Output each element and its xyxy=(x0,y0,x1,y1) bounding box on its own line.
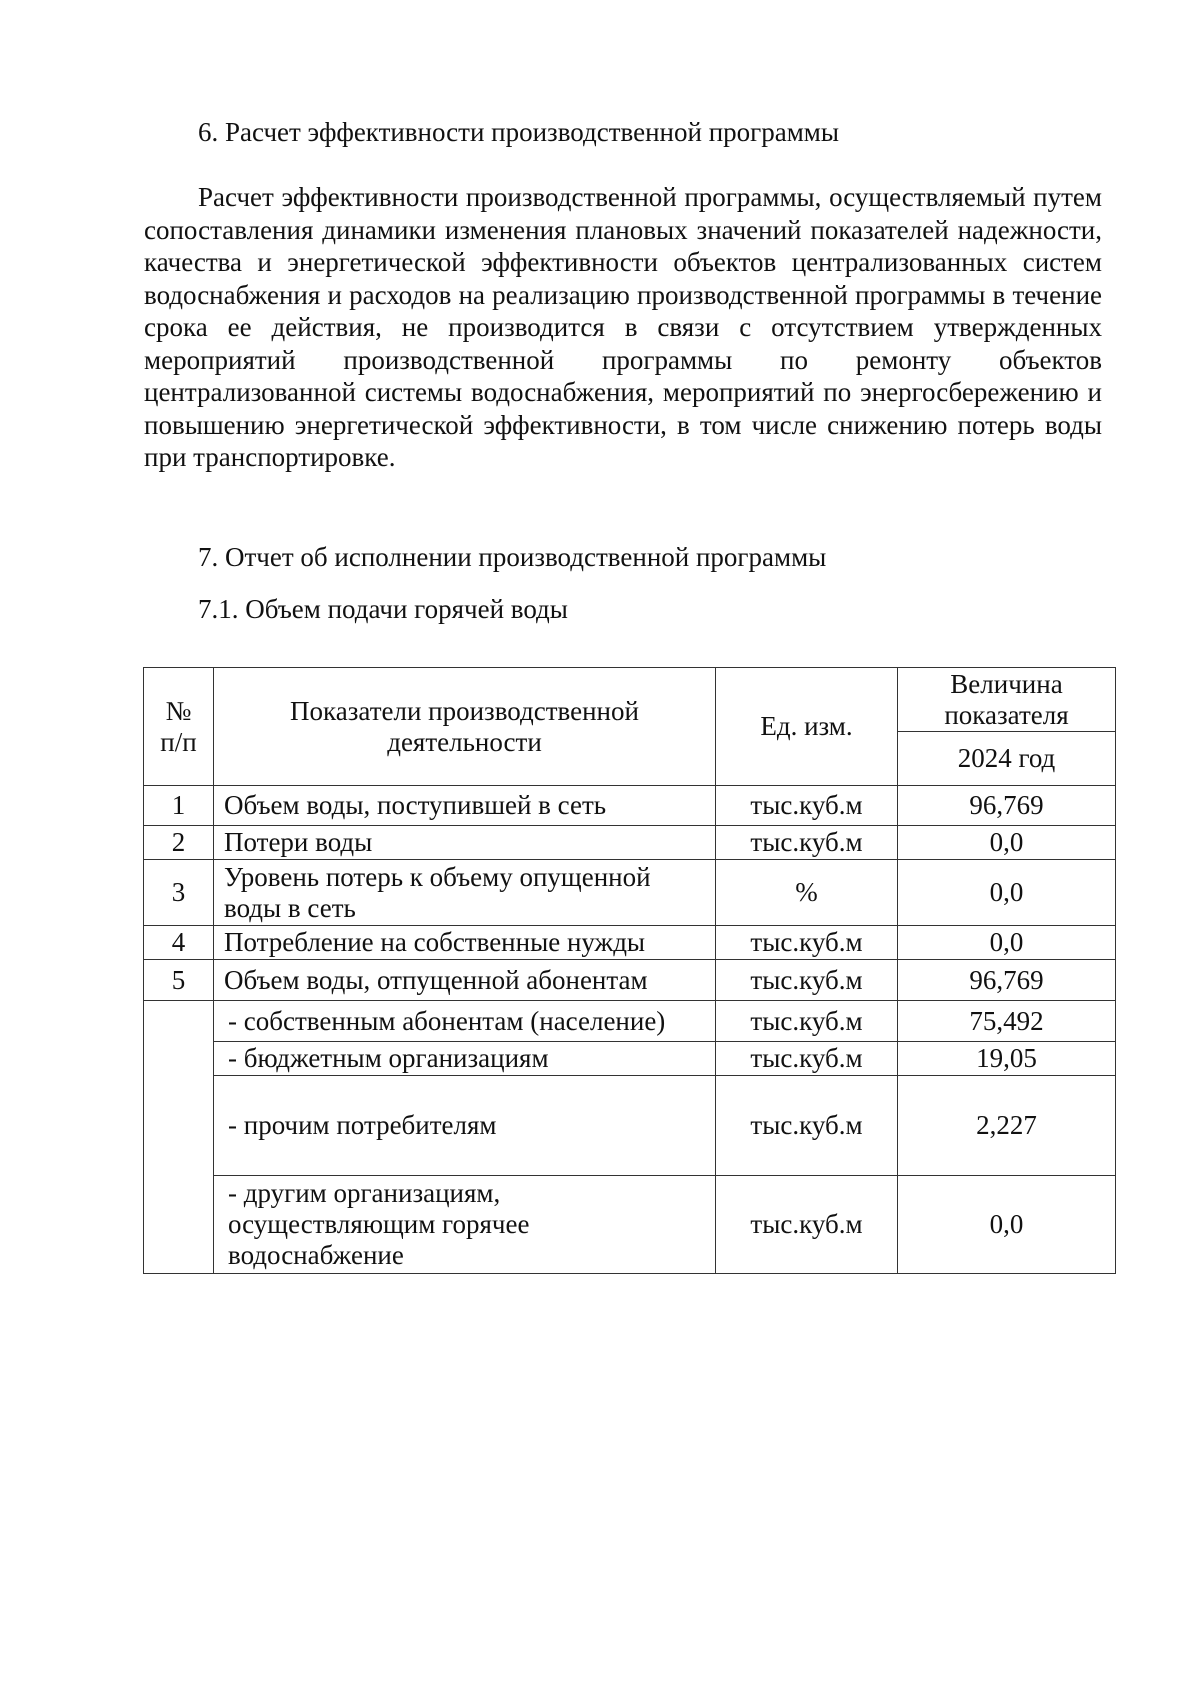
row-value: 0,0 xyxy=(898,1176,1116,1274)
row-value: 2,227 xyxy=(898,1076,1116,1176)
row-indicator: - прочим потребителям xyxy=(214,1076,716,1176)
hot-water-volume-table xyxy=(143,667,1116,1274)
row-unit: тыс.куб.м xyxy=(716,1042,898,1076)
table-row xyxy=(144,1176,1116,1274)
row-indicator: Потери воды xyxy=(214,826,716,860)
row-value: 19,05 xyxy=(898,1042,1116,1076)
row-indicator: Объем воды, отпущенной абонентам xyxy=(214,960,716,1001)
row-unit: тыс.куб.м xyxy=(716,1001,898,1042)
row-unit: % xyxy=(716,860,898,926)
row-unit: тыс.куб.м xyxy=(716,786,898,826)
header-num: № п/п xyxy=(144,668,214,786)
row-value: 75,492 xyxy=(898,1001,1116,1042)
row-value: 96,769 xyxy=(898,960,1116,1001)
row-value: 0,0 xyxy=(898,926,1116,960)
row-unit: тыс.куб.м xyxy=(716,960,898,1001)
section-6-paragraph: Расчет эффективности производственной программы, осуществляемый путем сопоставления динамики изменения плановых значений показателей надежности, качества и энергетической эффективности объектов централизованных систем водоснабжения и расходов на реализацию производственной программы в течение срока ее действия, не производится в связи с отсутствием утвержденных мероприятий производственной программы по ремонту объектов централизованной системы водоснабжения, мероприятий по энергосбережению и повышению энергетической эффективности, в том числе снижению потерь воды при транспортировке. xyxy=(144,182,1102,472)
header-unit: Ед. изм. xyxy=(716,668,898,786)
section-7-heading: 7. Отчет об исполнении производственной программы xyxy=(198,542,827,572)
table-row xyxy=(144,926,1116,960)
row-num: 4 xyxy=(144,926,214,960)
table-header-row xyxy=(144,668,1116,732)
row-value: 96,769 xyxy=(898,786,1116,826)
section-6-heading: 6. Расчет эффективности производственной программы xyxy=(198,117,840,147)
row-value: 0,0 xyxy=(898,860,1116,926)
row-indicator: Потребление на собственные нужды xyxy=(214,926,716,960)
row-indicator: - бюджетным организациям xyxy=(214,1042,716,1076)
table-row xyxy=(144,786,1116,826)
header-value: Величина показателя xyxy=(898,668,1116,732)
row-indicator: - собственным абонентам (население) xyxy=(214,1001,716,1042)
row-num-merged xyxy=(144,1001,214,1274)
header-year: 2024 год xyxy=(898,732,1116,786)
section-7-1-heading: 7.1. Объем подачи горячей воды xyxy=(198,594,568,624)
row-unit: тыс.куб.м xyxy=(716,1176,898,1274)
row-indicator: Объем воды, поступившей в сеть xyxy=(214,786,716,826)
header-indicator: Показатели производственной деятельности xyxy=(214,668,716,786)
table-row xyxy=(144,1076,1116,1176)
table-row xyxy=(144,1042,1116,1076)
row-unit: тыс.куб.м xyxy=(716,926,898,960)
table-row xyxy=(144,960,1116,1001)
row-num: 2 xyxy=(144,826,214,860)
table-row xyxy=(144,826,1116,860)
row-num: 3 xyxy=(144,860,214,926)
row-num: 1 xyxy=(144,786,214,826)
row-indicator: Уровень потерь к объему опущенной воды в сеть xyxy=(214,860,716,926)
row-value: 0,0 xyxy=(898,826,1116,860)
row-unit: тыс.куб.м xyxy=(716,1076,898,1176)
row-indicator: - другим организациям, осуществляющим горячее водоснабжение xyxy=(214,1176,716,1274)
row-unit: тыс.куб.м xyxy=(716,826,898,860)
table-row xyxy=(144,860,1116,926)
row-num: 5 xyxy=(144,960,214,1001)
table-row xyxy=(144,1001,1116,1042)
